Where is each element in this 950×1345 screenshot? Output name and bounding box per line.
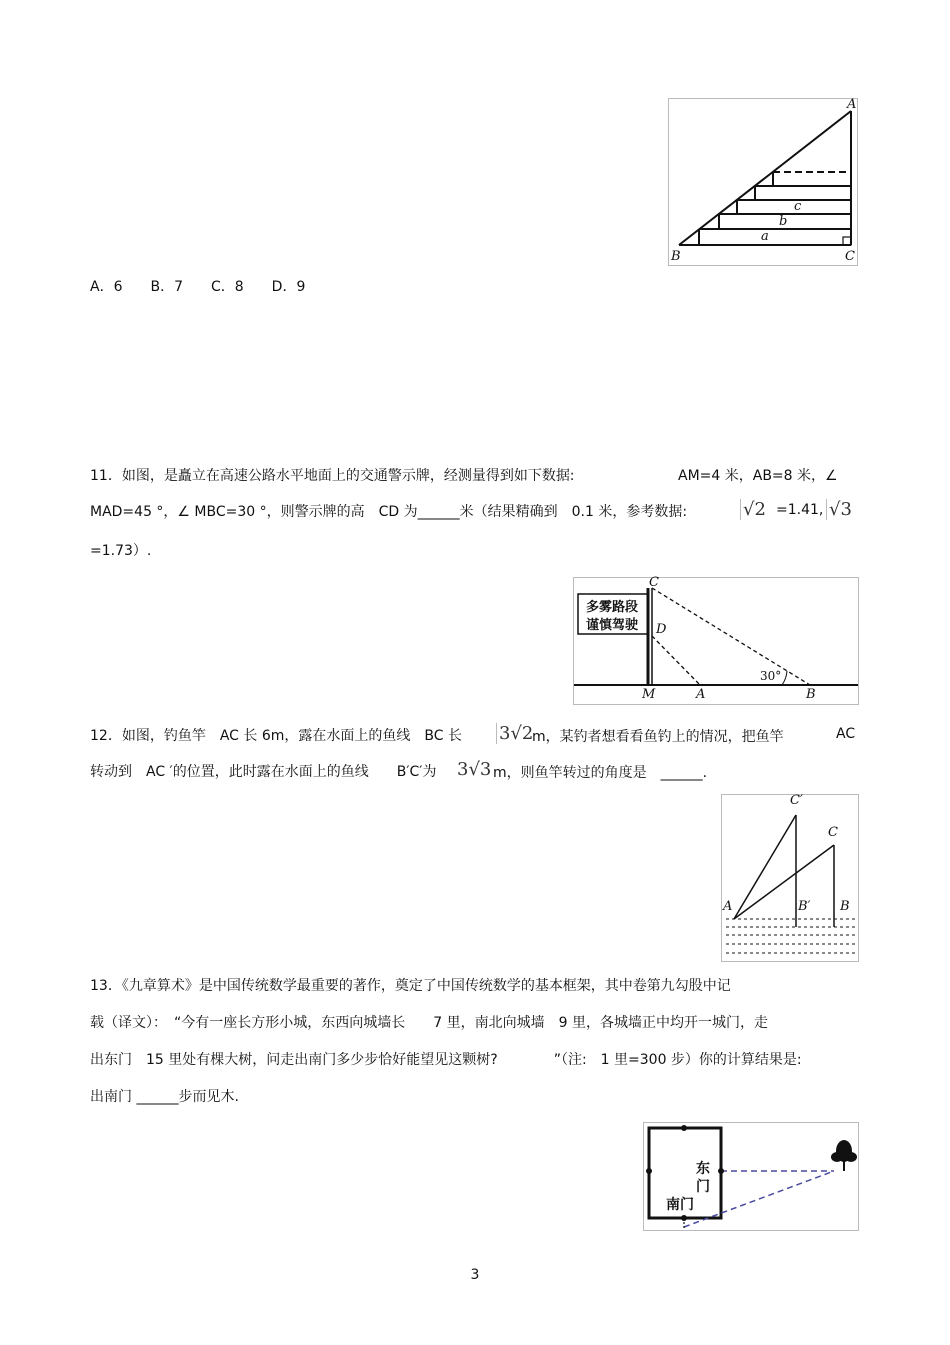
sign-text-line2: 谨慎驾驶 bbox=[586, 618, 639, 633]
point-a-label: A bbox=[723, 899, 733, 914]
q11-line3: =1.73）. bbox=[90, 543, 152, 559]
point-c-label: C bbox=[828, 825, 838, 840]
q12-line2-a: 转动到 AC ′的位置，此时露在水面上的鱼线 B′C′为 bbox=[90, 764, 437, 780]
point-b-label: B bbox=[840, 899, 850, 914]
segment-c-label: c bbox=[794, 199, 802, 214]
east-gate-char2: 门 bbox=[696, 1179, 710, 1195]
point-a-label: A bbox=[847, 97, 857, 112]
segment-a-label: a bbox=[761, 229, 769, 244]
angle-label: 30° bbox=[760, 669, 782, 683]
point-b-label: B bbox=[806, 687, 816, 702]
point-m-label: M bbox=[642, 687, 656, 702]
q10-figure bbox=[668, 98, 858, 266]
q12-line1-b: m，某钓者想看看鱼钓上的情况，把鱼竿 bbox=[532, 729, 784, 745]
point-c-label: C bbox=[845, 249, 855, 264]
point-b-prime-label: B′ bbox=[798, 899, 811, 914]
q11-line2: MAD=45 °，∠ MBC=30 °，则警示牌的高 CD 为______米（结果精确到 0.1 米，参考数据: bbox=[90, 504, 688, 520]
south-gate-label: 南门 bbox=[666, 1197, 694, 1213]
q12-line1-c: AC bbox=[836, 726, 856, 742]
east-gate-char1: 东 bbox=[696, 1161, 710, 1177]
q13-line1: 13．《九章算术》是中国传统数学最重要的著作，奠定了中国传统数学的基本框架，其中卷第九勾股中记 bbox=[90, 978, 731, 994]
q13-line2: 载（译文）： “今有一座长方形小城，东西向城墙长 7 里，南北向城墙 9 里，各城墙正中均开一城门，走 bbox=[90, 1015, 768, 1031]
point-b-label: B bbox=[671, 249, 681, 264]
q12-line1-a: 12．如图，钓鱼竿 AC 长 6m，露在水面上的鱼线 BC 长 bbox=[90, 728, 462, 744]
q11-line1-b: AM=4 米，AB=8 米，∠ bbox=[678, 468, 838, 484]
q13-line4: 出南门 ______步而见木. bbox=[90, 1089, 239, 1105]
sign-text-line1: 多雾路段 bbox=[586, 600, 639, 615]
q11-line1-a: 11．如图，是矗立在高速公路水平地面上的交通警示牌，经测量得到如下数据: bbox=[90, 468, 575, 484]
q11-sqrt3: √3 bbox=[826, 499, 852, 520]
q12-line2-b: m，则鱼竿转过的角度是 ______. bbox=[493, 765, 708, 781]
point-c-label: C bbox=[649, 575, 659, 590]
q11-sqrt2: √2 bbox=[740, 499, 766, 520]
q11-figure bbox=[573, 577, 859, 705]
point-c-prime-label: C′ bbox=[790, 793, 803, 808]
q13-figure bbox=[643, 1122, 859, 1231]
q10-options: A．6 B．7 C．8 D．9 bbox=[90, 279, 306, 295]
segment-b-label: b bbox=[779, 214, 788, 229]
point-a-label: A bbox=[696, 687, 706, 702]
point-d-label: D bbox=[656, 622, 667, 637]
q13-line3: 出东门 15 里处有棵大树，问走出南门多少步恰好能望见这颗树? ”（注: 1 里=300 步）你的计算结果是: bbox=[90, 1052, 802, 1068]
q12-expr-3sqrt3: 3√3 bbox=[457, 759, 492, 780]
page-number: 3 bbox=[470, 1267, 480, 1283]
q11-value-sqrt2: =1.41, bbox=[776, 502, 824, 518]
q12-figure bbox=[721, 794, 859, 962]
q12-expr-3sqrt2: 3√2 bbox=[496, 723, 533, 744]
